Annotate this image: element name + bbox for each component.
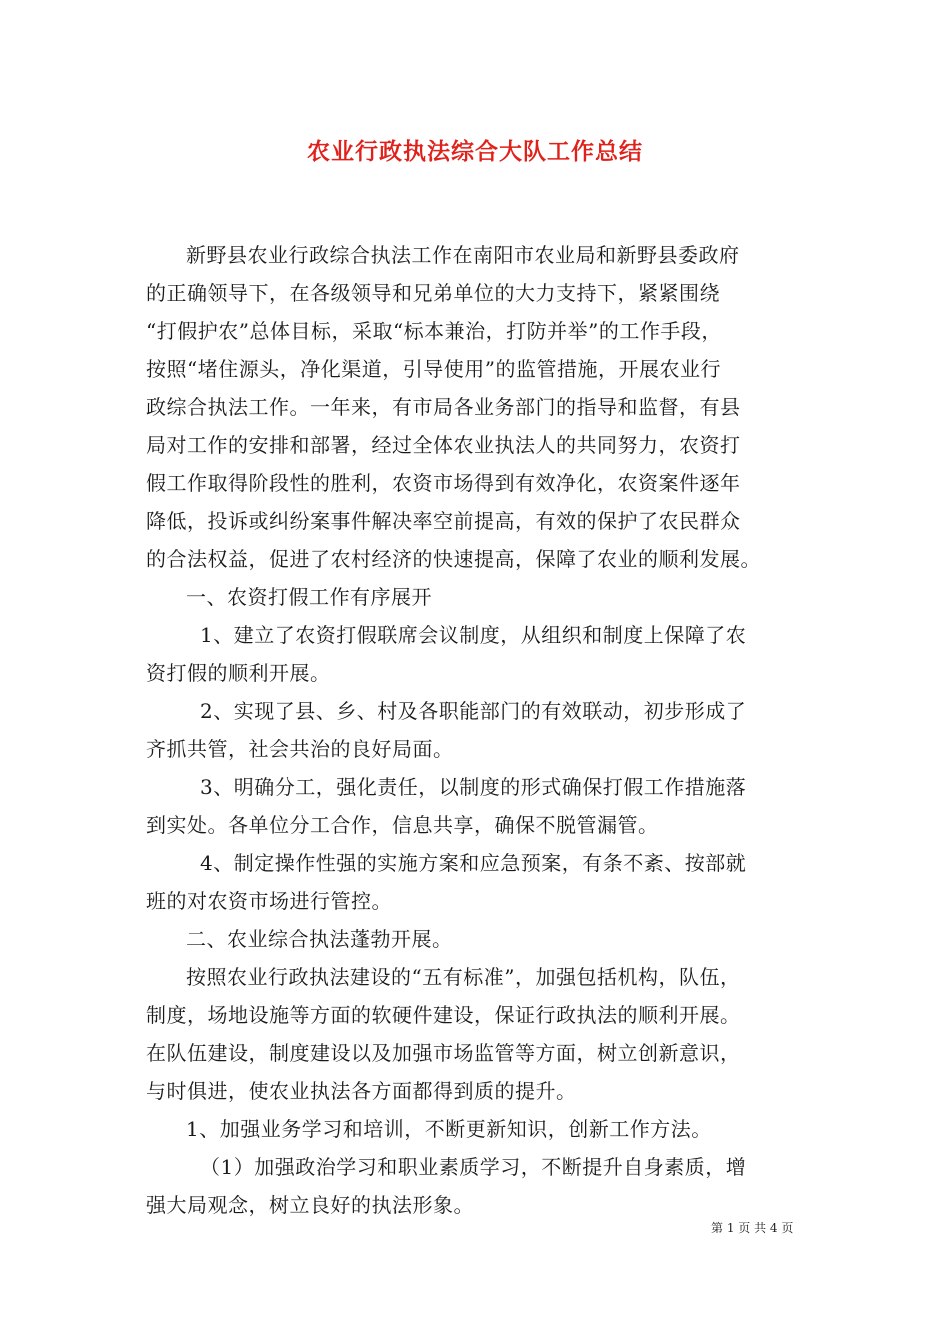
page-number: 第 1 页 共 4 页 <box>711 1221 794 1235</box>
body-line: 强大局观念，树立良好的执法形象。 <box>146 1193 474 1217</box>
body-line: 班的对农资市场进行管控。 <box>146 889 392 913</box>
body-line: 3、明确分工，强化责任，以制度的形式确保打假工作措施落 <box>200 775 747 799</box>
body-line: （1）加强政治学习和职业素质学习，不断提升自身素质，增 <box>200 1155 747 1179</box>
body-line: 降低，投诉或纠纷案事件解决率空前提高，有效的保护了农民群众 <box>146 509 741 533</box>
body-line: 与时俱进，使农业执法各方面都得到质的提升。 <box>146 1079 577 1103</box>
body-line: 按照农业行政执法建设的“五有标准”，加强包括机构，队伍， <box>186 965 741 989</box>
page-title: 农业行政执法综合大队工作总结 <box>307 138 643 165</box>
section-heading: 二、农业综合执法蓬勃开展。 <box>186 927 453 951</box>
body-line: 到实处。各单位分工合作，信息共享，确保不脱管漏管。 <box>146 813 659 837</box>
body-line: 制度，场地设施等方面的软硬件建设，保证行政执法的顺利开展。 <box>146 1003 741 1027</box>
body-line: 假工作取得阶段性的胜利，农资市场得到有效净化，农资案件逐年 <box>146 471 741 495</box>
body-line: 1、加强业务学习和培训，不断更新知识，创新工作方法。 <box>186 1117 712 1141</box>
body-line: 局对工作的安排和部署，经过全体农业执法人的共同努力，农资打 <box>146 433 741 457</box>
body-line: 4、制定操作性强的实施方案和应急预案，有条不紊、按部就 <box>200 851 747 875</box>
body-line: 1、建立了农资打假联席会议制度，从组织和制度上保障了农 <box>200 623 747 647</box>
body-line: 在队伍建设，制度建设以及加强市场监管等方面，树立创新意识， <box>146 1041 741 1065</box>
body-line: 资打假的顺利开展。 <box>146 661 331 685</box>
body-line: 政综合执法工作。一年来，有市局各业务部门的指导和监督，有县 <box>146 395 741 419</box>
body-line: 的合法权益，促进了农村经济的快速提高，保障了农业的顺利发展。 <box>146 547 761 571</box>
body-line: 2、实现了县、乡、村及各职能部门的有效联动，初步形成了 <box>200 699 747 723</box>
body-line: 按照“堵住源头，净化渠道，引导使用”的监管措施，开展农业行 <box>146 357 721 381</box>
body-line: 新野县农业行政综合执法工作在南阳市农业局和新野县委政府 <box>186 243 740 267</box>
body-line: 齐抓共管，社会共治的良好局面。 <box>146 737 454 761</box>
section-heading: 一、农资打假工作有序展开 <box>186 585 432 609</box>
body-line: “打假护农”总体目标，采取“标本兼治，打防并举”的工作手段， <box>146 319 722 343</box>
body-line: 的正确领导下，在各级领导和兄弟单位的大力支持下，紧紧围绕 <box>146 281 720 305</box>
